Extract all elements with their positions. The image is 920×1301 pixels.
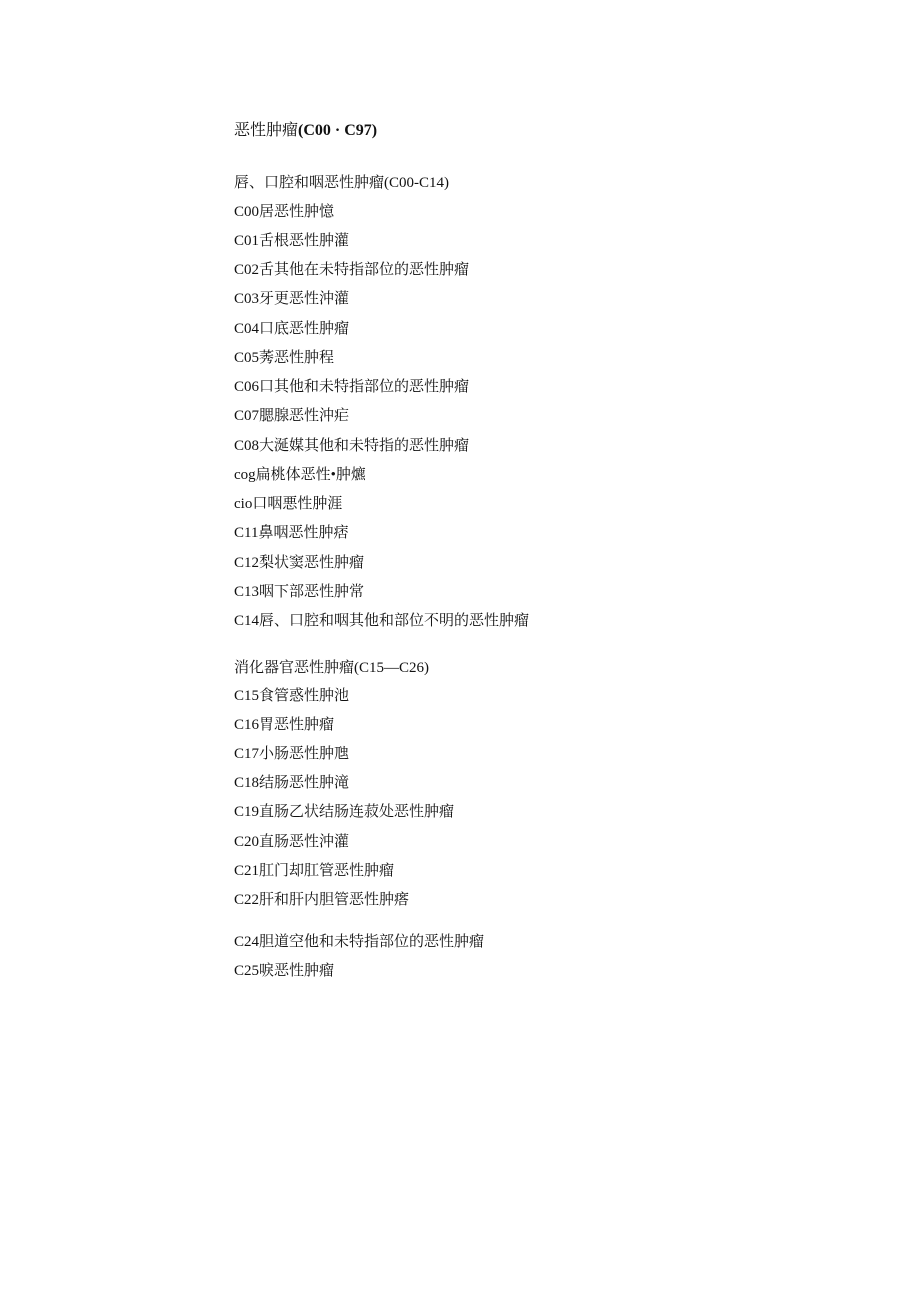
section-heading-lip-oral-pharynx: 唇、口腔和咽恶性肿瘤(C00-C14) [234,175,449,191]
list-item: C02舌其他在未特指部位的恶性肿瘤 [234,262,470,278]
list-item: C01舌根恶性肿灌 [234,233,350,249]
list-item: C17小肠恶性肿虺 [234,746,350,762]
list-item: C12梨状窦恶性肿瘤 [234,555,365,571]
section-heading-digestive-organs: 消化器官恶性肿瘤(C15—C26) [234,660,430,676]
document-title [234,120,377,142]
list-item: C20直肠恶性沖灌 [234,834,350,850]
title-text: 恶性肿瘤 [234,122,299,139]
list-item: C22肝和肝内胆管恶性肿瘩 [234,892,410,908]
list-item: C04口底恶性肿瘤 [234,321,350,337]
list-item: C06口其他和未特指部位的恶性肿瘤 [234,379,470,395]
list-item: C11鼻咽恶性肿痞 [234,525,349,541]
list-item: C16胃恶性肿瘤 [234,717,335,733]
title-code-range: (C00 · C97) [298,122,378,139]
list-item: C19直肠乙状结肠连菽处恶性肿瘤 [234,804,455,820]
list-item: C15食管惑性肿池 [234,688,350,704]
list-item: C24胆道空他和未特指部位的恶性肿瘤 [234,934,485,950]
list-item: cog扁桃体恶性•肿爊 [234,467,366,483]
list-item: C18结肠恶性肿滝 [234,775,350,791]
list-item: C13咽下部恶性肿常 [234,584,365,600]
list-item: C03牙更恶性沖灌 [234,291,350,307]
list-item: C08大涎媒其他和未特指的恶性肿瘤 [234,438,470,454]
list-item: C25唳恶性肿瘤 [234,963,335,979]
list-item: C21肛门却肛管恶性肿瘤 [234,863,395,879]
list-item: C00居恶性肿憶 [234,204,335,220]
list-item: C07腮腺恶性沖疟 [234,408,350,424]
list-item: C14唇、口腔和咽其他和部位不明的恶性肿瘤 [234,613,530,629]
list-item: cio口咽悪性肿涯 [234,496,343,512]
list-item: C05莠恶性肿程 [234,350,335,366]
